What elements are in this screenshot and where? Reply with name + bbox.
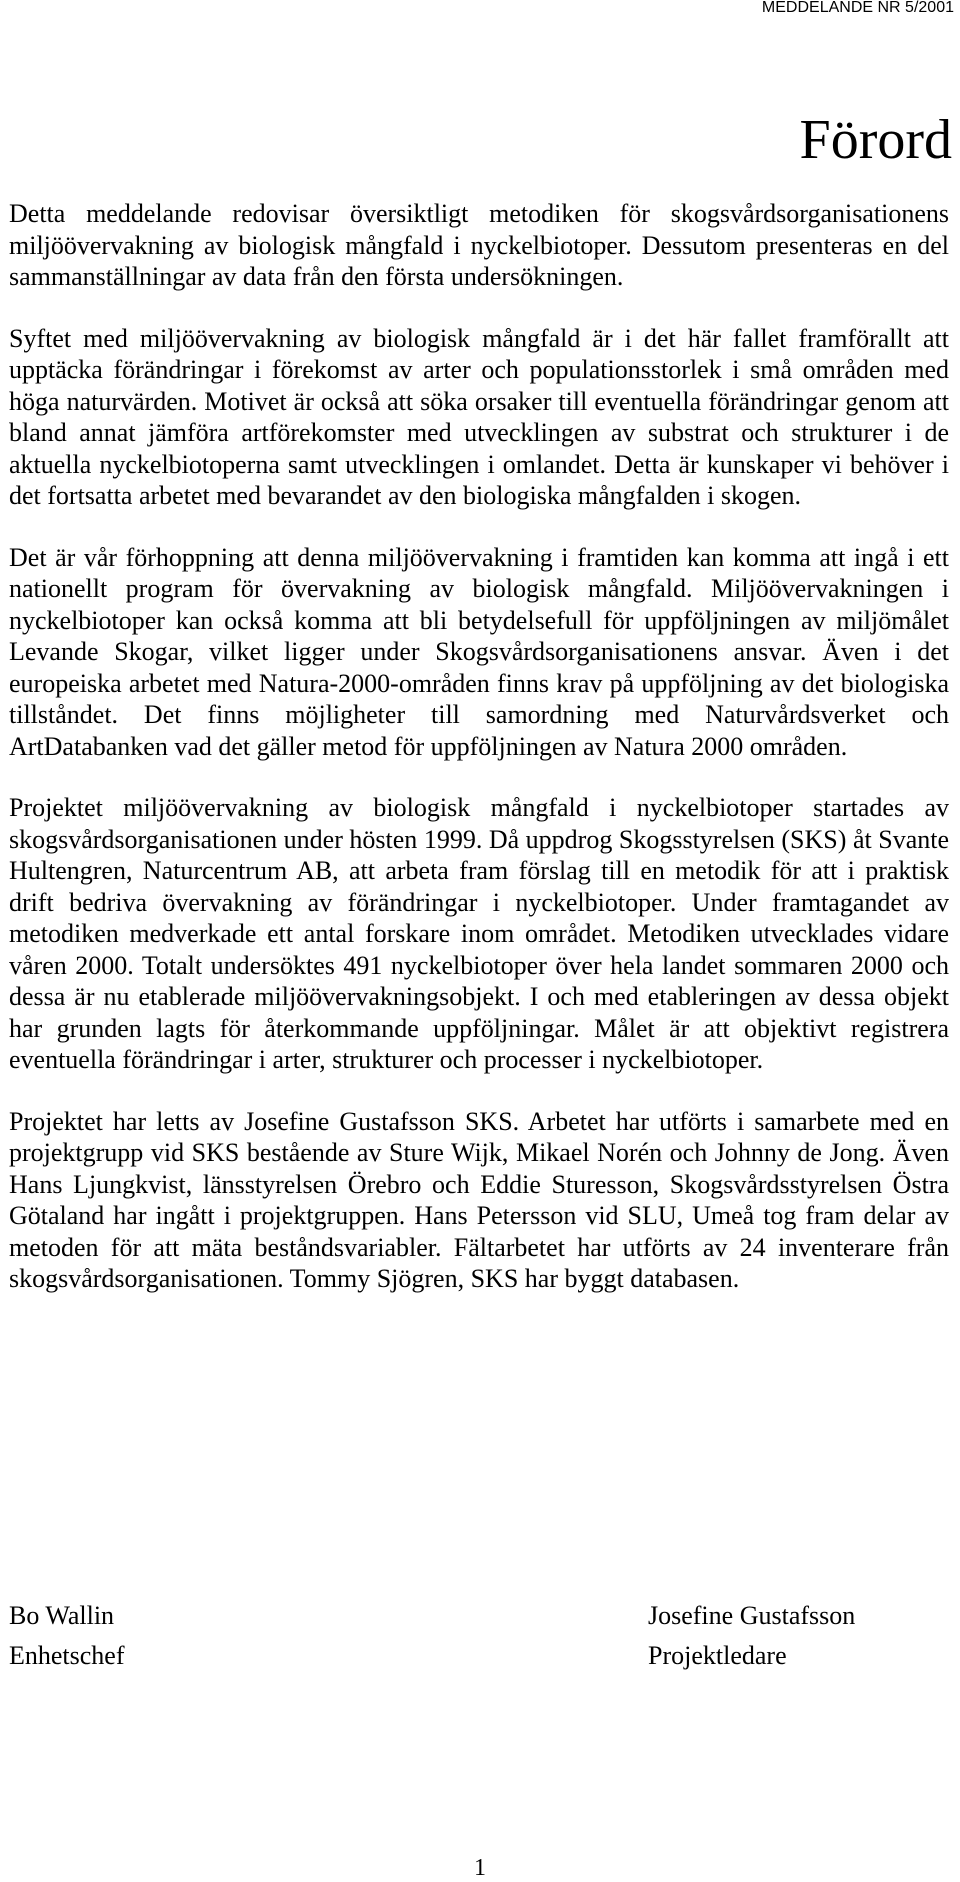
signature-bo-wallin bbox=[9, 1596, 369, 1676]
paragraph-project-history: Projektet miljöövervakning av biologisk mångfald i nyckelbiotoper startades av skogsvårdsorganisationen under hösten 1999. Då uppdrog Skogsstyrelsen (SKS) åt Svante Hultengren, Naturcentrum AB, att arbeta fram förslag till en metodik för att i praktisk drift bedriva övervakning av förändringar i nyckelbiotoper. Under framtagandet av metodiken medverkade ett antal forskare inom området. Metodiken utvecklades vidare våren 2000. Totalt undersöktes 491 nyckelbiotoper över hela landet sommaren 2000 och dessa är nu etablerade miljöövervakningsobjekt. I och med etableringen av dessa objekt har grunden lagts för återkommande uppföljningar. Målet är att objektivt registrera eventuella förändringar i arter, strukturer och processer i nyckelbiotoper. bbox=[9, 793, 949, 1074]
page-number: 1 bbox=[474, 1855, 486, 1881]
running-header: MEDDELANDE NR 5/2001 bbox=[761, 0, 954, 16]
page-title: Förord bbox=[799, 109, 952, 171]
signature-josefine-gustafsson bbox=[648, 1596, 960, 1676]
body-text bbox=[9, 198, 949, 1325]
paragraph-hope: Det är vår förhoppning att denna miljöövervakning i framtiden kan komma att ingå i ett nationellt program för övervakning av biologisk mångfald. Miljöövervakningen i nyckelbiotoper kan också komma att bli betydelsefull för uppföljningen av miljömålet Levande Skogar, vilket ligger under Skogsvårdsorganisationens ansvar. Även i det europeiska arbetet med Natura-2000-områden finns krav på uppföljning av det biologiska tillståndet. Det finns möjligheter till samordning med Naturvårdsverket och ArtDatabanken vad det gäller metod för uppföljningen av Natura 2000 områden. bbox=[9, 542, 949, 761]
signature-role: Enhetschef bbox=[9, 1641, 125, 1670]
signature-name: Bo Wallin bbox=[9, 1601, 115, 1630]
paragraph-project-team: Projektet har letts av Josefine Gustafsson SKS. Arbetet har utförts i samarbete med en projektgrupp vid SKS bestående av Sture Wijk, Mikael Norén och Johnny de Jong. Även Hans Ljungkvist, länsstyrelsen Örebro och Eddie Sturesson, Skogsvårdsstyrelsen Östra Götaland har ingått i projektgruppen. Hans Petersson vid SLU, Umeå tog fram delar av metoden för att mäta beståndsvariabler. Fältarbetet har utförts av 24 inventerare från skogsvårdsorganisationen. Tommy Sjögren, SKS har byggt databasen. bbox=[9, 1106, 949, 1293]
signature-role: Projektledare bbox=[648, 1641, 787, 1670]
paragraph-intro: Detta meddelande redovisar översiktligt metodiken för skogsvårdsorganisationens miljöövervakning av biologisk mångfald i nyckelbiotoper. Dessutom presenteras en del sammanställningar av data från den första undersökningen. bbox=[9, 199, 949, 291]
signature-name: Josefine Gustafsson bbox=[648, 1601, 856, 1630]
paragraph-purpose: Syftet med miljöövervakning av biologisk mångfald är i det här fallet framförallt att upptäcka förändringar i förekomst av arter och populationsstorlek i små områden med höga naturvärden. Motivet är också att söka orsaker till eventuella förändringar genom att bland annat jämföra artförekomster med utvecklingen av substrat och strukturer i de aktuella nyckelbiotoperna samt utvecklingen i omlandet. Detta är kunskaper vi behöver i det fortsatta arbetet med bevarandet av den biologiska mångfalden i skogen. bbox=[9, 323, 949, 510]
